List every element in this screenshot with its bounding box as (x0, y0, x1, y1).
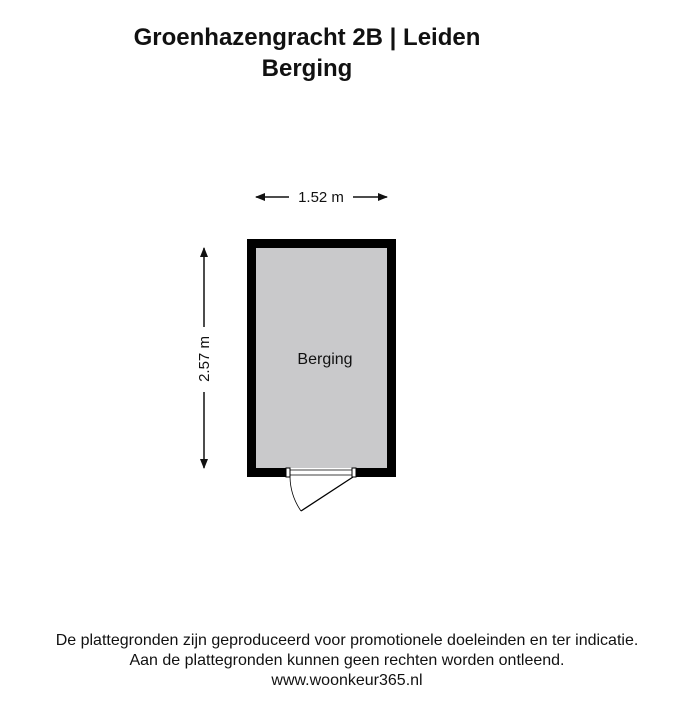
width-label: 1.52 m (298, 189, 344, 206)
door-swing-arc (290, 477, 301, 511)
floor-subtitle: Berging (261, 55, 353, 82)
website-link[interactable]: www.woonkeur365.nl (271, 672, 423, 689)
door-opening (286, 468, 356, 477)
room-berging (247, 239, 396, 477)
room-label: Berging (297, 351, 353, 368)
depth-dimension (196, 248, 213, 468)
disclaimer-line-1: De plattegronden zijn geproduceerd voor promotionele doeleinden en ter indicatie. (55, 632, 639, 649)
door-jamb-left (286, 468, 290, 477)
disclaimer-line-2: Aan de plattegronden kunnen geen rechten worden ontleend. (129, 652, 565, 669)
door (286, 468, 356, 511)
depth-label: 2.57 m (196, 336, 213, 382)
width-dimension (256, 189, 387, 206)
door-leaf (301, 477, 353, 511)
door-jamb-right (352, 468, 356, 477)
plan-title: Groenhazengracht 2B | Leiden (133, 24, 481, 51)
